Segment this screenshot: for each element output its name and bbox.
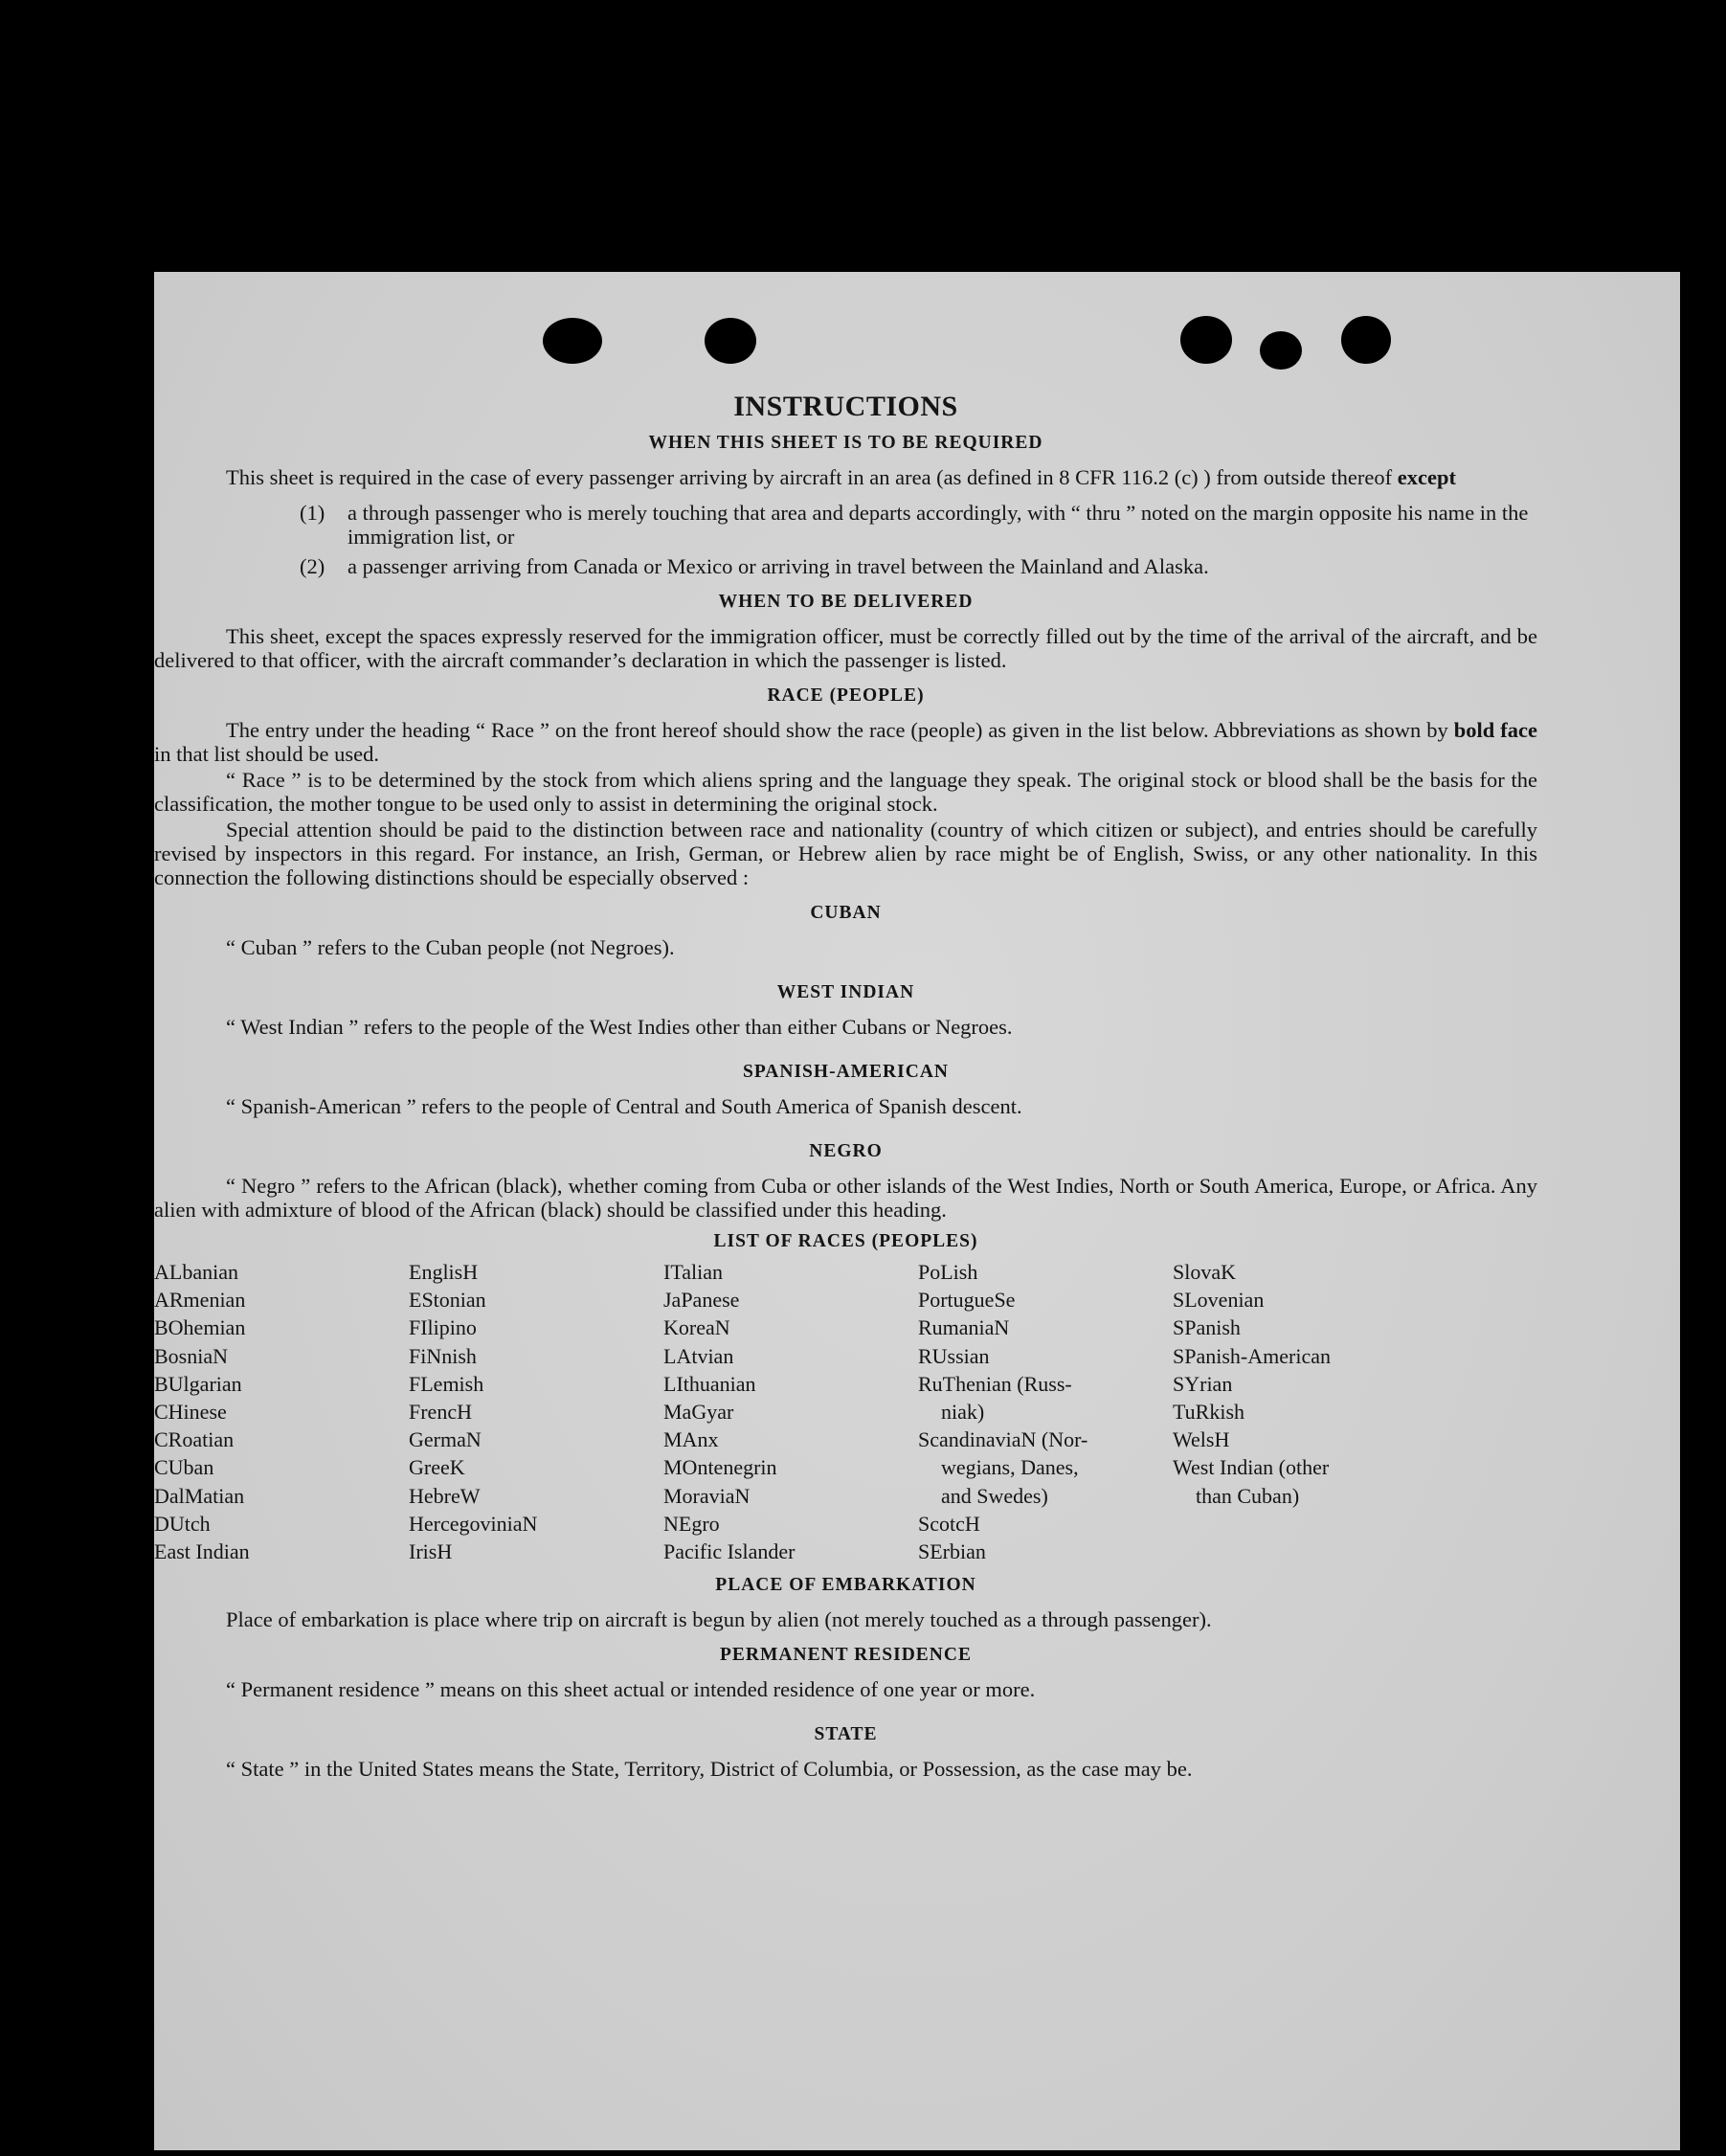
race-entry: SPanish-American — [1173, 1343, 1331, 1368]
race-entry: KoreaN — [663, 1315, 730, 1340]
races-column-2 — [409, 1258, 663, 1565]
when-delivered-text: This sheet, except the spaces expressly reserved for the immigration officer, must be correctly filled out by the time of the arrival of the aircraft, and be delivered to that officer, with the aircraft commander’s declaration in which the passenger is listed. — [154, 624, 1537, 672]
race-entry: MoraviaN — [663, 1483, 751, 1508]
heading-negro: NEGRO — [809, 1141, 883, 1161]
race-entry: BOhemian — [154, 1315, 246, 1340]
race-entry: FLemish — [409, 1371, 484, 1396]
heading-cuban: CUBAN — [810, 903, 882, 923]
race-paragraph-1: The entry under the heading “ Race ” on the front hereof should show the race (people) as given in the list below. Abbreviations as shown by bold face in that list should be used. — [154, 718, 1537, 766]
punch-hole-2 — [705, 318, 756, 364]
race-entry-continued: and Swedes) — [941, 1483, 1048, 1508]
race-entry: HercegoviniaN — [409, 1511, 538, 1536]
heading-when-required: WHEN THIS SHEET IS TO BE REQUIRED — [648, 433, 1043, 453]
list-item: (1) a through passenger who is merely touching that area and departs accordingly, with “ thru ” noted on the margin opposite his name in the immigration list, or — [300, 501, 1529, 549]
spanish-american-text: “ Spanish-American ” refers to the people of Central and South America of Spanish descent. — [226, 1094, 1022, 1118]
race-entry: MAnx — [663, 1427, 719, 1452]
race-entry: SLovenian — [1173, 1288, 1265, 1313]
list-item: (2) a passenger arriving from Canada or Mexico or arriving in travel between the Mainland and Alaska. — [300, 554, 1209, 578]
west-indian-text: “ West Indian ” refers to the people of the West Indies other than either Cubans or Negroes. — [226, 1015, 1013, 1039]
races-table — [154, 1258, 1537, 1565]
race-entry: ITalian — [663, 1260, 723, 1284]
race-entry: RuThenian (Russ- — [918, 1371, 1072, 1396]
race-entry: RUssian — [918, 1343, 990, 1368]
races-column-4 — [918, 1258, 1173, 1565]
race-entry: GermaN — [409, 1427, 482, 1452]
heading-spanish-american: SPANISH-AMERICAN — [743, 1062, 949, 1082]
races-column-1 — [154, 1258, 409, 1565]
races-column-3 — [663, 1258, 918, 1565]
race-entry: ARmenian — [154, 1288, 246, 1313]
punch-hole-5 — [1341, 316, 1391, 364]
race-entry: HebreW — [409, 1483, 481, 1508]
race-entry: ScandinaviaN (Nor- — [918, 1427, 1088, 1452]
state-text: “ State ” in the United States means the State, Territory, District of Columbia, or Possession, as the case may be. — [226, 1757, 1193, 1782]
punch-hole-1 — [543, 318, 602, 364]
race-entry: ALbanian — [154, 1260, 238, 1284]
race-entry: GreeK — [409, 1455, 465, 1480]
residence-text: “ Permanent residence ” means on this sheet actual or intended residence of one year or more. — [226, 1677, 1036, 1702]
race-entry: Pacific Islander — [663, 1539, 796, 1564]
race-entry: TuRkish — [1173, 1400, 1245, 1425]
heading-race: RACE (PEOPLE) — [767, 685, 925, 706]
instructions-content — [154, 391, 1537, 1781]
race-entry: EStonian — [409, 1288, 486, 1313]
heading-embarkation: PLACE OF EMBARKATION — [715, 1575, 976, 1596]
race-entry: ScotcH — [918, 1511, 980, 1536]
heading-state: STATE — [814, 1724, 878, 1745]
heading-list-of-races: LIST OF RACES (PEOPLES) — [713, 1231, 978, 1251]
race-entry: LAtvian — [663, 1343, 734, 1368]
race-entry: MOntenegrin — [663, 1455, 777, 1480]
punch-hole-3 — [1180, 316, 1232, 364]
race-entry: MaGyar — [663, 1400, 734, 1425]
race-entry: CUban — [154, 1455, 214, 1480]
race-entry: SPanish — [1173, 1315, 1241, 1340]
heading-permanent-residence: PERMANENT RESIDENCE — [720, 1645, 972, 1666]
negro-text: “ Negro ” refers to the African (black), whether coming from Cuba or other islands of the West Indies, North or South America, Europe, or Africa. Any alien with admixture of blood of the African (black) should be classified under this heading. — [154, 1174, 1537, 1222]
cuban-text: “ Cuban ” refers to the Cuban people (not Negroes). — [226, 935, 675, 959]
race-entry: NEgro — [663, 1511, 720, 1536]
race-entry: PoLish — [918, 1260, 978, 1284]
page-title: INSTRUCTIONS — [733, 391, 958, 422]
race-entry: FrencH — [409, 1400, 472, 1425]
race-entry-continued: than Cuban) — [1196, 1483, 1300, 1508]
race-paragraph-3: Special attention should be paid to the distinction between race and nationality (country of which citizen or subject), and entries should be carefully revised by inspectors in this regard. For instance, an Irish, German, or Hebrew alien by race might be of English, Swiss, or any other nationality. In this connection the following distinctions should be especially observed : — [154, 818, 1537, 889]
race-entry: DUtch — [154, 1511, 211, 1536]
when-required-intro: This sheet is required in the case of every passenger arriving by aircraft in an area (as defined in 8 CFR 116.2 (c) ) from outside thereof except — [226, 465, 1456, 489]
race-entry: WelsH — [1173, 1427, 1230, 1452]
race-entry: SYrian — [1173, 1371, 1233, 1396]
race-entry: JaPanese — [663, 1288, 740, 1313]
race-entry-continued: wegians, Danes, — [941, 1455, 1079, 1480]
race-entry: BosniaN — [154, 1343, 228, 1368]
race-entry: SlovaK — [1173, 1260, 1236, 1284]
race-entry: FiNnish — [409, 1343, 477, 1368]
race-entry: FIlipino — [409, 1315, 477, 1340]
heading-west-indian: WEST INDIAN — [776, 982, 915, 1002]
heading-when-delivered: WHEN TO BE DELIVERED — [718, 592, 974, 612]
race-entry: RumaniaN — [918, 1315, 1010, 1340]
race-entry: LIthuanian — [663, 1371, 756, 1396]
punch-hole-4 — [1260, 331, 1302, 370]
race-entry: BUlgarian — [154, 1371, 242, 1396]
race-paragraph-2: “ Race ” is to be determined by the stock from which aliens spring and the language they speak. The original stock or blood shall be the basis for the classification, the mother tongue to be used only to assist in determining the original stock. — [154, 768, 1537, 816]
race-entry: EnglisH — [409, 1260, 479, 1284]
race-entry: PortugueSe — [918, 1288, 1016, 1313]
embarkation-text: Place of embarkation is place where trip on aircraft is begun by alien (not merely touched as a through passenger). — [226, 1607, 1212, 1632]
race-entry: East Indian — [154, 1539, 250, 1564]
race-entry-continued: niak) — [941, 1400, 985, 1425]
race-entry: DalMatian — [154, 1483, 245, 1508]
race-entry: SErbian — [918, 1539, 986, 1564]
races-column-5 — [1173, 1258, 1427, 1565]
race-entry: CHinese — [154, 1400, 227, 1425]
race-entry: IrisH — [409, 1539, 453, 1564]
race-entry: CRoatian — [154, 1427, 235, 1452]
race-entry: West Indian (other — [1173, 1455, 1330, 1480]
